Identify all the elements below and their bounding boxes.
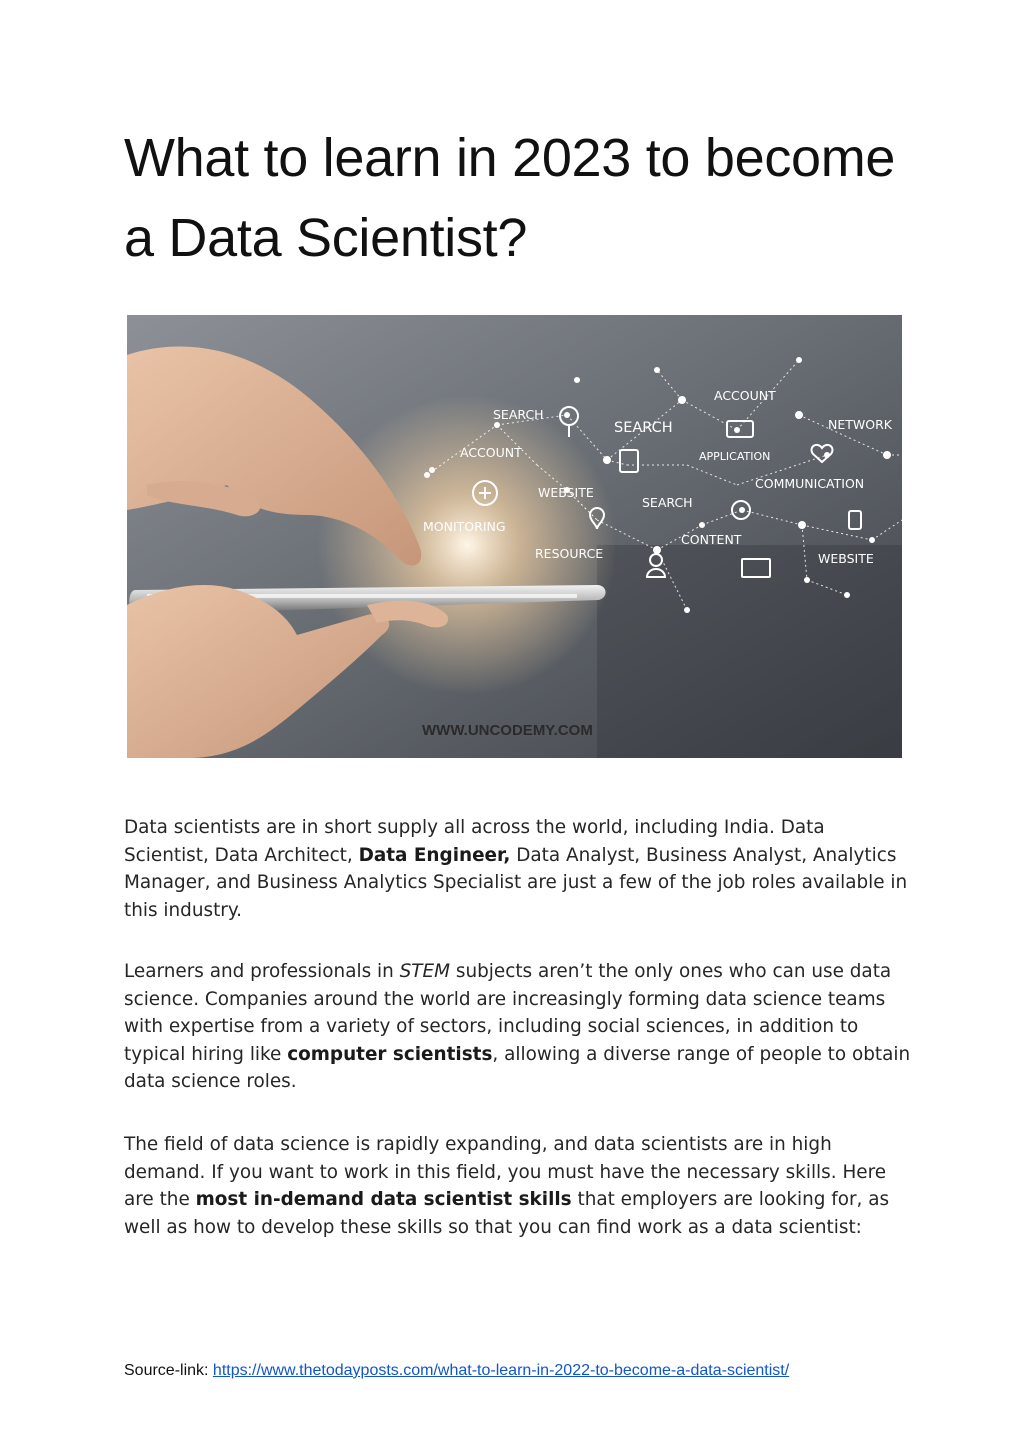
label-application: APPLICATION: [699, 450, 771, 463]
label-search-small: SEARCH: [642, 495, 693, 510]
image-watermark: WWW.UNCODEMY.COM: [422, 722, 593, 739]
label-monitoring: MONITORING: [423, 519, 506, 534]
paragraph-text: that employers are looking for, as well as how to develop these skills so that you can find work as a data scientist:: [124, 1189, 890, 1238]
source-link[interactable]: https://www.thetodayposts.com/what-to-learn-in-2022-to-become-a-data-scientist/: [212, 1362, 790, 1379]
bold-computer-scientists: computer scientists: [287, 1043, 493, 1065]
label-account-top: ACCOUNT: [714, 388, 776, 403]
label-network: NETWORK: [828, 417, 892, 432]
paragraph-text: The field of data science is rapidly expanding, and data scientists are in high demand. If you want to work in this field, you must have the necessary skills. Here are the: [124, 1134, 887, 1211]
paragraph-text: Data Analyst, Business Analyst, Analytics Manager, and Business Analytics Specialist are just a few of the job roles available in this industry.: [124, 844, 908, 921]
page-title: What to learn in 2023 to become a Data Scientist?: [124, 128, 896, 268]
label-search-center: SEARCH: [614, 420, 673, 436]
label-website-right: WEBSITE: [818, 551, 874, 566]
paragraph-job-roles: [124, 814, 914, 924]
bold-data-engineer: Data Engineer,: [358, 844, 511, 866]
paragraph-text: Learners and professionals in: [124, 961, 400, 982]
label-resource: RESOURCE: [535, 546, 604, 561]
italic-stem: STEM: [399, 961, 451, 982]
paragraph-text: Data scientists are in short supply all across the world, including India. Data Scientist, Data Architect,: [124, 817, 825, 866]
bold-in-demand-skills: most in-demand data scientist skills: [195, 1189, 572, 1211]
label-communication: COMMUNICATION: [755, 476, 865, 491]
paragraph-skills: [124, 1131, 914, 1241]
paragraph-stem: [124, 958, 914, 1096]
source-label: Source-link:: [124, 1362, 213, 1379]
label-search-left: SEARCH: [493, 407, 544, 422]
label-website-left: WEBSITE: [538, 485, 594, 500]
label-account-left: ACCOUNT: [460, 445, 522, 460]
source-line: [124, 1362, 789, 1380]
paragraph-text: subjects aren’t the only ones who can use data science. Companies around the world are increasingly forming data science teams with expertise from a variety of sectors, including social sciences, in addition to typical hiring like: [124, 961, 892, 1065]
label-content: CONTENT: [681, 532, 742, 547]
paragraph-text: , allowing a diverse range of people to obtain data science roles.: [124, 1043, 911, 1093]
hero-image: [127, 315, 902, 758]
